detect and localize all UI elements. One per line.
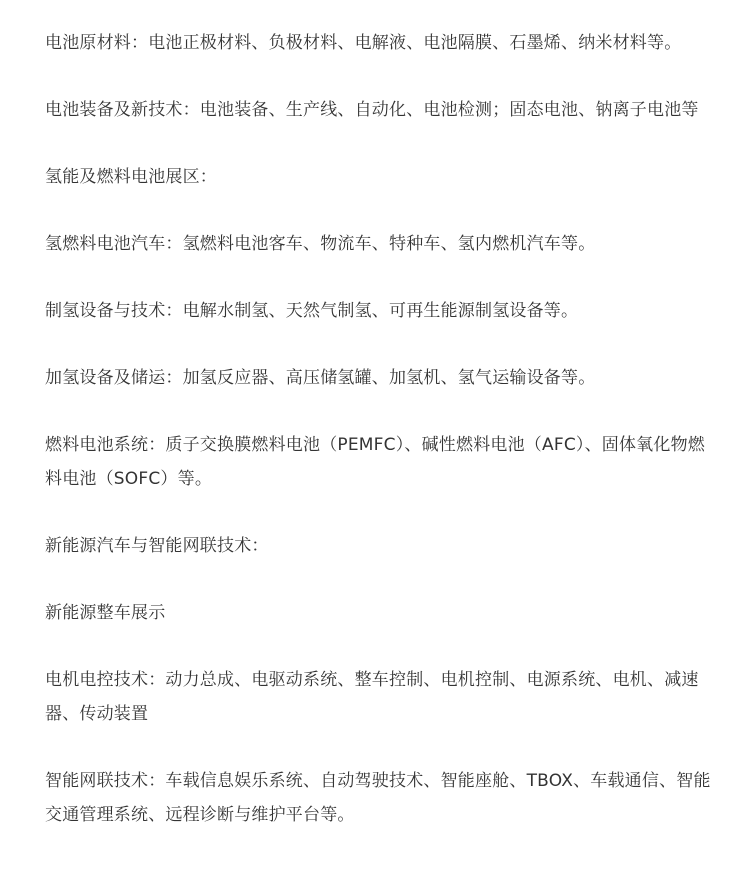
paragraph-nev-display: 新能源整车展示 xyxy=(45,603,166,623)
paragraph-nev-heading: 新能源汽车与智能网联技术： xyxy=(45,536,269,556)
paragraph-battery-materials: 电池原材料：电池正极材料、负极材料、电解液、电池隔膜、石墨烯、纳米材料等。 xyxy=(45,33,682,53)
paragraph-fuel-cell-systems: 燃料电池系统：质子交换膜燃料电池（PEMFC）、碱性燃料电池（AFC）、固体氧化物燃料电池（SOFC）等。 xyxy=(45,435,705,489)
paragraph-hydrogen-vehicles: 氢燃料电池汽车：氢燃料电池客车、物流车、特种车、氢内燃机汽车等。 xyxy=(45,234,596,254)
paragraph-motor-control: 电机电控技术：动力总成、电驱动系统、整车控制、电机控制、电源系统、电机、减速器、传动装置 xyxy=(45,670,699,724)
paragraph-hydrogen-zone-heading: 氢能及燃料电池展区： xyxy=(45,167,217,187)
paragraph-battery-equipment: 电池装备及新技术：电池装备、生产线、自动化、电池检测；固态电池、钠离子电池等 xyxy=(45,100,699,120)
paragraph-hydrogen-production: 制氢设备与技术：电解水制氢、天然气制氢、可再生能源制氢设备等。 xyxy=(45,301,579,321)
paragraph-hydrogen-refueling: 加氢设备及储运：加氢反应器、高压储氢罐、加氢机、氢气运输设备等。 xyxy=(45,368,596,388)
paragraph-connected-tech: 智能网联技术：车载信息娱乐系统、自动驾驶技术、智能座舱、TBOX、车载通信、智能交通管理系统、远程诊断与维护平台等。 xyxy=(45,771,711,825)
